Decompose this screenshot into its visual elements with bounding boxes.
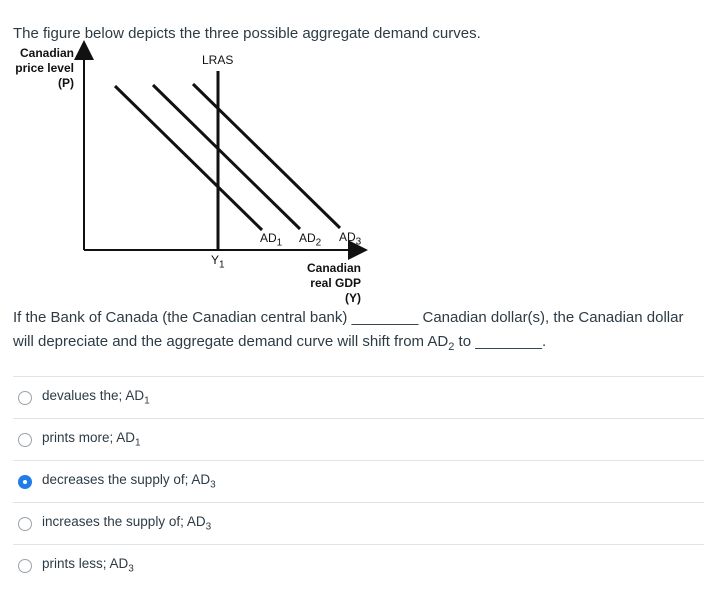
x-axis-label	[291, 261, 361, 306]
question-blank2: ________.	[475, 333, 547, 350]
answer-options	[13, 376, 704, 586]
question-sub: 2	[448, 341, 455, 353]
option-text: devalues the; AD	[42, 388, 145, 404]
radio-button-selected[interactable]	[18, 475, 32, 489]
radio-button[interactable]	[18, 559, 32, 573]
question-part3: to	[458, 333, 472, 350]
ad1-label	[260, 231, 282, 248]
ad2-label	[299, 231, 321, 248]
option-text: prints less; AD	[42, 556, 129, 572]
ad2-text: AD	[299, 231, 316, 245]
option-label	[42, 472, 216, 491]
y-axis-label-line3: (P)	[58, 76, 74, 90]
y1-sub: 1	[219, 259, 225, 271]
y-axis-label-line1: Canadian	[19, 46, 74, 60]
ad3-label	[339, 230, 361, 247]
lras-label: LRAS	[202, 53, 234, 67]
ad3-curve	[193, 84, 340, 228]
option-text: increases the supply of; AD	[42, 514, 206, 530]
option-prints-more[interactable]	[13, 418, 704, 460]
y1-text: Y	[211, 253, 220, 267]
option-sub: 3	[128, 563, 134, 575]
radio-button[interactable]	[18, 517, 32, 531]
option-prints-less[interactable]	[13, 544, 704, 586]
option-devalues[interactable]	[13, 376, 704, 418]
x-axis-label-line2: real GDP	[310, 276, 361, 290]
y-axis-label-line2: price level	[15, 61, 74, 75]
ad3-text: AD	[339, 230, 356, 244]
question-text	[13, 306, 703, 359]
radio-button[interactable]	[18, 433, 32, 447]
x-axis-label-line1: Canadian	[306, 261, 361, 275]
option-text: prints more; AD	[42, 430, 136, 446]
option-label	[42, 430, 141, 449]
option-label	[42, 514, 211, 533]
question-part2: Canadian dollar(s), the Canadian dollar will depreciate and the aggregate demand curve will shift from AD	[13, 309, 684, 350]
option-increases-supply[interactable]	[13, 502, 704, 544]
option-text: decreases the supply of; AD	[42, 472, 211, 488]
option-decreases-supply[interactable]	[13, 460, 704, 502]
option-sub: 3	[205, 521, 212, 533]
ad3-sub: 3	[355, 236, 362, 248]
radio-button[interactable]	[18, 391, 32, 405]
y1-label	[211, 253, 225, 270]
ad1-curve	[115, 86, 262, 230]
question-part1: If the Bank of Canada (the Canadian central bank)	[13, 309, 348, 326]
ad1-text: AD	[260, 231, 277, 245]
option-sub: 1	[135, 437, 141, 449]
ad2-sub: 2	[315, 237, 322, 249]
y-axis-label	[4, 46, 74, 91]
ad1-sub: 1	[276, 237, 283, 249]
ad2-curve	[153, 85, 300, 229]
option-sub: 1	[144, 395, 150, 407]
option-sub: 3	[210, 479, 216, 491]
question-blank1: ________	[351, 309, 419, 326]
question-intro: The figure below depicts the three possible aggregate demand curves.	[13, 25, 481, 42]
option-label	[42, 388, 150, 407]
option-label	[42, 556, 134, 575]
x-axis-label-line3: (Y)	[345, 291, 361, 305]
ad-figure	[0, 40, 400, 310]
